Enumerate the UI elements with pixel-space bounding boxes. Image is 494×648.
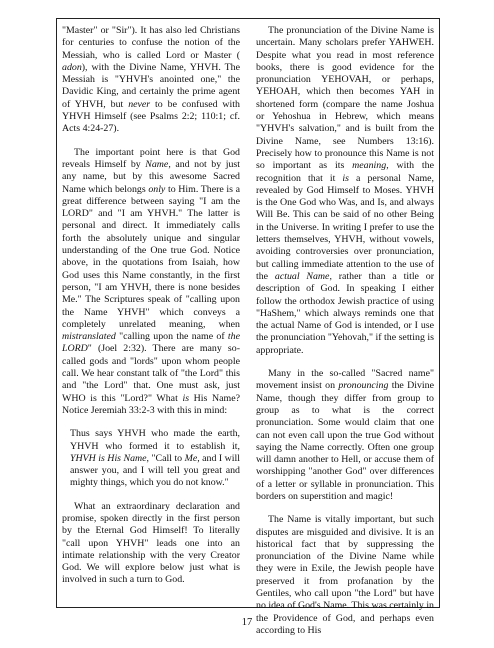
italic-run: adon <box>62 61 82 73</box>
block-quote <box>70 428 240 489</box>
italic-run: mistranslated <box>62 331 116 343</box>
text-run: Thus says YHVH who made the earth, YHVH who formed it to establish it, <box>70 428 240 452</box>
text-run: to be confused with YHVH Himself (see Psalms 2:2; 110:1; cf. Acts 4:24-27). <box>62 98 240 135</box>
text-run: "calling upon the name of <box>115 331 228 343</box>
italic-run: pronouncing <box>338 380 389 392</box>
text-run: His Name? Notice Jeremiah 33:2-3 with this in mind: <box>62 392 240 416</box>
text-run: , with the recognition that it <box>256 160 434 184</box>
italic-run: YHVH is His Name <box>70 452 147 464</box>
paragraph: The Name is vitally important, but such disputes are misguided and divisive. It is an historical fact that by suppressing the pronunciation of the Divine Name while they were in Exile, the Jewish people have preserved it from profanation by the Gentiles, who call upon "the Lord" but have no idea of God's Name. This was certainly in the Providence of God, and perhaps even according to His <box>256 514 434 636</box>
paragraph <box>256 25 434 357</box>
italic-run: is <box>342 172 349 184</box>
italic-run: only <box>148 183 166 195</box>
page-number: 17 <box>241 617 253 628</box>
italic-run: Name <box>145 158 169 170</box>
text-run: Many in the so-called "Sacred name" movement insist on <box>256 368 434 392</box>
italic-run: the LORD <box>62 331 240 355</box>
text-run: ), with the Divine Name, YHVH. The Messiah is "YHVH's anointed one," the Davidic King, and certainly the prime agent of YHVH, but <box>62 61 240 110</box>
italic-run: never <box>128 98 151 110</box>
italic-run: Me <box>184 452 198 464</box>
right-column <box>256 25 434 648</box>
italic-run: is <box>182 392 190 404</box>
text-run: the Divine Name, though they differ from group to group as to what is the correct pronunciation. Some would claim that one can not even call upon the true God without saying the Name correctly. Often one group will damn another to Hell, or accuse them of worshipping "another God" over differences of a letter or syllable in pronunciation. This borders on superstition and magic! <box>256 380 434 502</box>
paragraph: What an extraordinary declaration and promise, spoken directly in the first person by the Eternal God Himself! To literally "call upon YHVH" leads one into an intimate relationship with the very Creator God. We will explore below just what is involved in such a turn to God. <box>62 500 240 586</box>
paragraph <box>62 25 240 136</box>
text-run: a personal Name, revealed by God Himself to Moses. YHVH is the One God who Was, and Is, and always Will Be. This can be said of no other Being in the Universe. In writing I prefer to use the letters themselves, YHVH, without vowels, avoiding controversies over pronunciation, but calling immediate attention to the use of the <box>256 172 434 282</box>
text-run: The pronunciation of the Divine Name is uncertain. Many scholars prefer YAHWEH. Despite what you read in most reference books, there is good evidence for the pronunciation YEHOVAH, or perhaps, YEHOAH, which then becomes YAH in shortened form (compare the name Joshua or Yehoshua in Hebrew, which means "YHVH's salvation," and is built from the Divine Name, see Numbers 13:16). Precisely how to pronounce this Name is not so important as its <box>256 25 434 172</box>
text-run: , "Call to <box>146 452 185 464</box>
text-run: to Him. There is a great difference between saying "I am the LORD" and "I am YHVH." The latter is personal and direct. It immediately calls forth the absolutely unique and singular understanding of the One true God. Notice above, in the quotations from Isaiah, how God uses this Name constantly, in the first person, "I am YHVH, there is none besides Me." The Scriptures speak of "calling upon the Name YHVH" which conveys a completely unrelated meaning, when <box>62 183 240 330</box>
text-run: , and not by just any name, but by this awesome Sacred Name which belongs <box>62 158 240 195</box>
text-run: "Master" or "Sir"). It has also led Christians for centuries to confuse the notion of the Messiah, who is called Lord or Master ( <box>62 25 240 61</box>
text-run: , and I will answer you, and I will tell you great and mighty things, which you do not know." <box>70 452 240 489</box>
text-run: , rather than a title or description of God. In speaking I either follow the orthodox Jewish practice of using "HaShem," which always reminds one that the actual Name of God is intended, or I use the pronunciation "Yehovah," if the setting is appropriate. <box>256 270 434 356</box>
left-column <box>62 25 240 598</box>
paragraph <box>256 368 434 503</box>
text-run: The important point here is that God reveals Himself by <box>62 146 240 170</box>
paragraph <box>62 147 240 418</box>
italic-run: meaning <box>352 160 387 172</box>
italic-run: actual Name <box>274 270 330 282</box>
text-run: " (Joel 2:32). There are many so-called gods and "lords" upon whom people call. We hear constant talk of "the Lord" this and "the Lord" that. One must ask, just WHO is this "Lord?" What <box>62 343 240 404</box>
